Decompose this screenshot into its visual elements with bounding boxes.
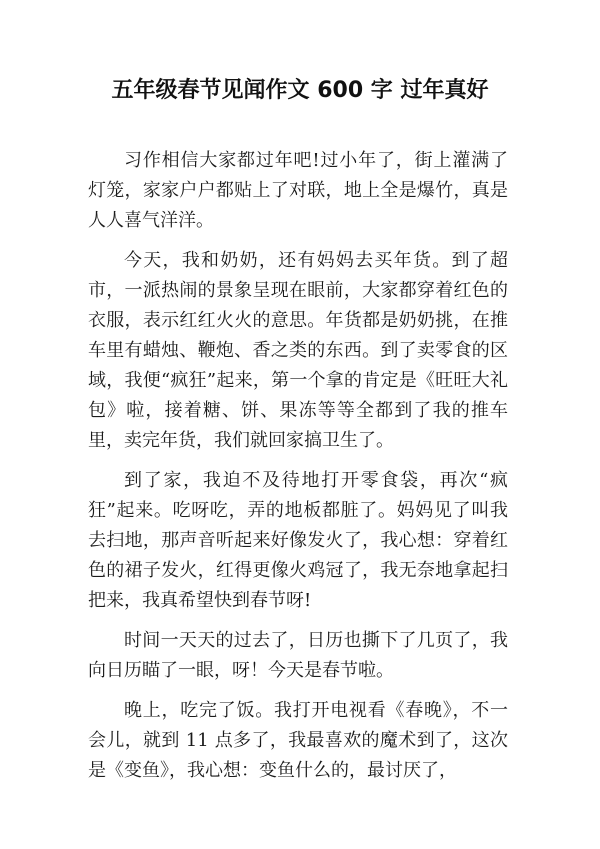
paragraph-1: 习作相信大家都过年吧!过小年了，街上灌满了灯笼，家家户户都贴上了对联，地上全是爆竹，真是人人喜气洋洋。 — [88, 150, 508, 231]
paragraph-5: 晚上，吃完了饭。我打开电视看《春晚》，不一会儿，就到 11 点多了，我最喜欢的魔术到了，这次是《变鱼》，我心想：变鱼什么的，最讨厌了， — [88, 700, 508, 781]
paragraph-3: 到了家，我迫不及待地打开零食袋，再次“疯狂”起来。吃呀吃，弄的地板都脏了。妈妈见了叫我去扫地，那声音听起来好像发火了，我心想：穿着红色的裙子发火，红得更像火鸡冠了，我无奈地拿起扫把来，我真希望快到春节呀! — [88, 470, 508, 611]
paragraph-4: 时间一天天的过去了，日历也撕下了几页了，我向日历瞄了一眼，呀！今天是春节啦。 — [88, 630, 508, 681]
article-body — [88, 146, 508, 796]
page-title: 五年级春节见闻作文 600 字 过年真好 — [111, 78, 489, 103]
paragraph-2: 今天，我和奶奶，还有妈妈去买年货。到了超市，一派热闹的景象呈现在眼前，大家都穿着红色的衣服，表示红红火火的意思。年货都是奶奶挑，在推车里有蜡烛、鞭炮、香之类的东西。到了卖零食的区域，我便“疯狂”起来，第一个拿的肯定是《旺旺大礼包》啦，接着糖、饼、果冻等等全都到了我的推车里，卖完年货，我们就回家搞卫生了。 — [88, 250, 508, 451]
